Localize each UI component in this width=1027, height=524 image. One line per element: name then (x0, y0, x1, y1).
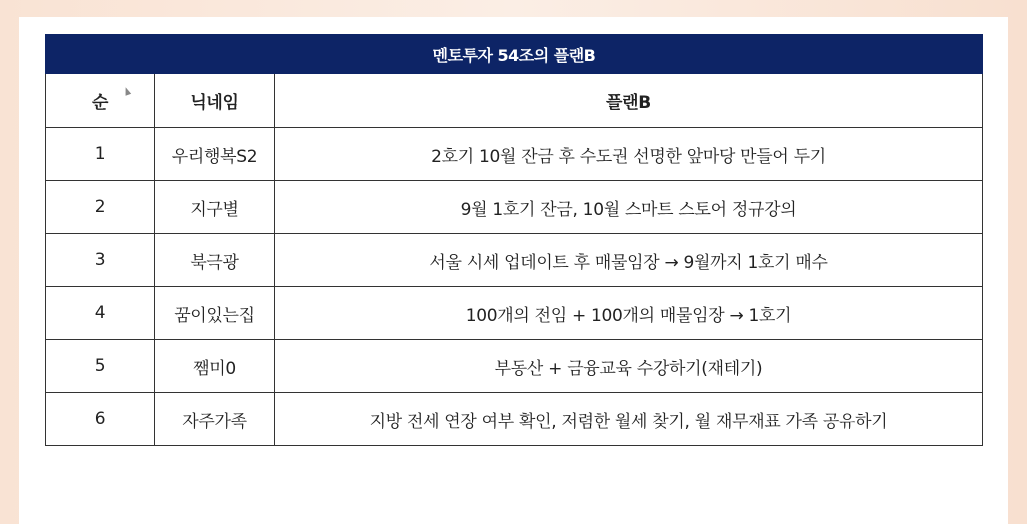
table-row (46, 128, 983, 181)
row-order: 1 (46, 128, 155, 181)
header-row (46, 74, 983, 128)
plan-b-table (45, 34, 983, 446)
row-nickname: 우리행복S2 (155, 128, 275, 181)
table-row (46, 234, 983, 287)
row-plan: 지방 전세 연장 여부 확인, 저렴한 월세 찾기, 월 재무재표 가족 공유하기 (275, 393, 983, 446)
table-row (46, 340, 983, 393)
table-row (46, 393, 983, 446)
header-order: 순 (46, 74, 155, 128)
row-nickname: 북극광 (155, 234, 275, 287)
table-row (46, 181, 983, 234)
slide (19, 17, 1008, 524)
header-nickname: 닉네임 (155, 74, 275, 128)
row-nickname: 자주가족 (155, 393, 275, 446)
row-order: 5 (46, 340, 155, 393)
row-nickname: 지구별 (155, 181, 275, 234)
row-nickname: 꿈이있는집 (155, 287, 275, 340)
row-nickname: 쨈미0 (155, 340, 275, 393)
row-order: 6 (46, 393, 155, 446)
row-plan: 100개의 전임 + 100개의 매물임장 → 1호기 (275, 287, 983, 340)
row-plan: 2호기 10월 잔금 후 수도권 선명한 앞마당 만들어 두기 (275, 128, 983, 181)
row-order: 3 (46, 234, 155, 287)
header-plan-b: 플랜B (275, 74, 983, 128)
row-plan: 서울 시세 업데이트 후 매물임장 → 9월까지 1호기 매수 (275, 234, 983, 287)
row-plan: 9월 1호기 잔금, 10월 스마트 스토어 정규강의 (275, 181, 983, 234)
table-title: 멘토투자 54조의 플랜B (46, 35, 983, 74)
row-plan: 부동산 + 금융교육 수강하기(재테기) (275, 340, 983, 393)
row-order: 4 (46, 287, 155, 340)
table-row (46, 287, 983, 340)
row-order: 2 (46, 181, 155, 234)
